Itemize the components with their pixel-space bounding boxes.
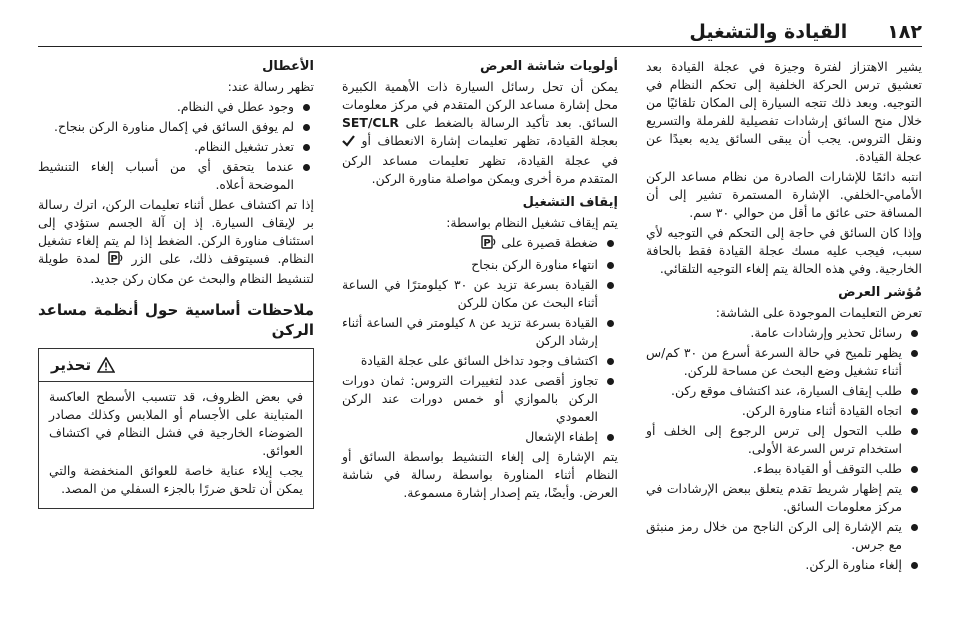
list-item: لم يوفق السائق في إكمال مناورة الركن بنجاح. (38, 118, 314, 136)
check-mark-icon (342, 134, 355, 152)
deactivation-intro: يتم إيقاف تشغيل النظام بواسطة: (446, 215, 618, 230)
list-item: يتم إظهار شريط تقدم يتعلق ببعض الإرشادات في مركز معلومات السائق. (646, 480, 922, 516)
list-item: ضغطة قصيرة على P (342, 234, 618, 254)
list-item: يظهر تلميح في حالة السرعة أسرع من ٣٠ كم/س أثناء تشغيل وضع البحث عن مساحة للركن. (646, 344, 922, 380)
deactivation-list (342, 234, 618, 446)
warning-body (39, 382, 313, 508)
list-item: اكتشاف وجود تداخل السائق على عجلة القيادة (342, 352, 618, 370)
deactivation-note: يتم الإشارة إلى إلغاء التنشيط بواسطة السائق أو النظام أثناء المناورة بواسطة رسالة في شاشة العرض. وأيضًا، يتم إصدار إشارة مسموعة. (342, 449, 618, 500)
display-indicator-list (646, 324, 922, 574)
faults-intro: تظهر رسالة عند: (227, 79, 314, 94)
faults-paragraph: إذا تم اكتشاف عطل أثناء تعليمات الركن، اترك رسالة بر لإيقاف السيارة. إذ إن آلة الجسم ستؤدي إلى استئناف مناورة الركن. الضغط إذا لم يتم إلغاء تشغيل النظام. فسيتوقف ذلك، على الزر P لمدة طويلة لتنشيط النظام والبحث عن مكان ركن جديد. (38, 197, 314, 286)
parking-assist-icon (108, 251, 124, 270)
page-number: ١٨٢ (887, 21, 922, 43)
list-item: تجاوز أقصى عدد لتغييرات التروس: ثمان دورات الركن بالموازي أو خمس دورات عند الركن العمودي (342, 372, 618, 426)
steering-paragraph: وإذا كان السائق في حاجة إلى التحكم في التوجيه لأي سبب، فيجب عليه مسك عجلة القيادة فقط بالحافة الخارجية. وفي هذه الحالة يتم إلغاء التوجيه التلقائي. (646, 225, 922, 276)
page-header (38, 18, 922, 46)
column-left (38, 58, 314, 509)
warning-triangle-icon (97, 357, 115, 373)
list-item: القيادة بسرعة تزيد عن ٣٠ كيلومترًا في الساعة أثناء البحث عن مكان للركن (342, 276, 618, 312)
faults-heading: الأعطال (262, 59, 314, 74)
warning-paragraph-2: يجب إيلاء عناية خاصة للعوائق المنخفضة والتي يمكن أن تلحق ضررًا بالجزء السفلي من المصد. (49, 463, 303, 496)
list-item: إلغاء مناورة الركن. (646, 556, 922, 574)
display-priority-heading: أولويات شاشة العرض (479, 59, 618, 74)
display-indicator-intro: تعرض التعليمات الموجودة على الشاشة: (715, 305, 922, 320)
warning-header (39, 349, 313, 382)
list-item: طلب التوقف أو القيادة ببطء. (646, 460, 922, 478)
warning-distance-paragraph: انتبه دائمًا للإشارات الصادرة من نظام مساعد الركن الأمامي-الخلفي. الإشارة المستمرة تشير إلى أن المسافة حتى عائق ما أقل من حوالي ٣٠ سم. (646, 169, 922, 220)
warning-label: تحذير (51, 356, 92, 374)
list-item: تعذر تشغيل النظام. (38, 138, 314, 156)
svg-text:P: P (110, 254, 118, 265)
set-clr-button-label: SET/CLR (342, 115, 399, 130)
list-item: يتم الإشارة إلى الركن الناجح من خلال رمز منبثق مع جرس. (646, 518, 922, 554)
list-item: اتجاه القيادة أثناء مناورة الركن. (646, 402, 922, 420)
list-item: رسائل تحذير وإرشادات عامة. (646, 324, 922, 342)
list-item: عندما يتحقق أي من أسباب إلغاء التنشيط الموضحة أعلاه. (38, 158, 314, 194)
list-item: القيادة بسرعة تزيد عن ٨ كيلومتر في الساعة أثناء إرشاد الركن (342, 314, 618, 350)
list-item: طلب إيقاف السيارة، عند اكتشاف موقع ركن. (646, 382, 922, 400)
column-middle (342, 58, 618, 504)
list-item: وجود عطل في النظام. (38, 98, 314, 116)
column-right (646, 58, 922, 576)
display-indicator-heading: مُؤشر العرض (838, 285, 922, 300)
header-rule (38, 46, 922, 47)
parking-assist-icon (481, 235, 497, 254)
list-item: انتهاء مناورة الركن بنجاح (342, 256, 618, 274)
page-title: القيادة والتشغيل (689, 21, 848, 43)
list-item: إطفاء الإشعال (342, 428, 618, 446)
intro-paragraph: يشير الاهتزاز لفترة وجيزة في عجلة القيادة بعد تعشيق ترس الحركة الخلفية إلى تحكم النظام في التوجيه. وبعد ذلك تتجه السيارة إلى المكان تلقائيًا من خلال منح السائق إرشادات تفصيلية للفرملة والتسريع ونقل التروس. يجب أن يبقى السائق يديه بعيدًا عن عجلة القيادة. (646, 59, 922, 164)
faults-list (38, 98, 314, 194)
svg-text:P: P (483, 238, 491, 249)
warning-paragraph-1: في بعض الظروف، قد تتسبب الأسطح العاكسة المتباينة على الأجسام أو الملابس وكذلك مصادر الضوضاء الخارجية في فشل النظام في اكتشاف العوائق. (49, 389, 303, 458)
basic-notes-heading: ملاحظات أساسية حول أنظمة مساعد الركن (38, 301, 314, 339)
display-priority-paragraph: يمكن أن تحل رسائل السيارة ذات الأهمية الكبيرة محل إشارة مساعد الركن المتقدم في مركز معلومات السائق. بعد تأكيد الرسالة بالضغط على SET/CLR بعجلة القيادة، تظهر تعليمات إشارة الانعطاف أو في عجلة القيادة، تظهر تعليمات مساعد الركن المتقدم مرة أخرى ويمكن مواصلة مناورة الركن. (342, 79, 618, 186)
warning-box (38, 348, 314, 509)
deactivation-heading: إيقاف التشغيل (522, 195, 618, 210)
list-item: طلب التحول إلى ترس الرجوع إلى الخلف أو استخدام ترس السرعة الأولى. (646, 422, 922, 458)
